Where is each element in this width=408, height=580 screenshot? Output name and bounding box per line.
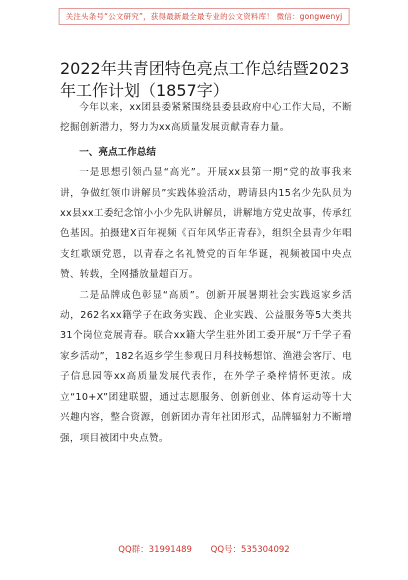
intro-paragraph: 今年以来，xx团县委紧紧围绕县委县政府中心工作大局，不断挖掘创新潜力，努力为xx高质量发展贡献青春力量。: [60, 102, 352, 134]
qq-group-number: QQ群：31991489: [118, 545, 192, 555]
contact-footer: [0, 543, 408, 555]
qq-account-number: QQ号：535304092: [210, 545, 290, 555]
document-body: [60, 98, 352, 449]
paragraph-ideology: 一是思想引领凸显“高光”。开展xx县第一期“党的故事我来讲，争做红领巾讲解员”实践体验活动，聘请县内15名少先队员为xx县xx工委纪念馆小小少先队讲解员，讲解地方党史故事，传承红色基因。拍摄建X百年视频《百年风华正青春》，组织全县青少年唱支红歌颂党恩，以青春之名礼赞党的百年华诞，视频被国中央点赞、转载，全网播放量超百万。: [60, 167, 352, 281]
section-heading: 一、亮点工作总结: [79, 146, 156, 158]
paragraph-brand: 二是品牌成色彰显“高质”。创新开展暑期社会实践返家乡活动，262名xx籍学子在政务实践、企业实践、公益服务等5大类共31个岗位竞展青春。联合xx籍大学生驻外团工委开展“万千学子看家乡活动”，182名返乡学生参观日月科技畅想馆、渔港会客厅、电子信息园等xx高质量发展代表作，在外学子桑梓情怀更浓。成立“10+X”团建联盟，通过志愿服务、创新创业、体育运动等十大兴趣内容，整合资源，创新团办青年社团形式，品牌辐射力不断增强，项目被团中央点赞。: [60, 289, 352, 444]
document-title: 2022年共青团特色亮点工作总结暨2023年工作计划（1857字）: [60, 59, 350, 100]
promo-banner: 关注头条号“公文研究”，获得最新最全最专业的公文资料库！ 微信：gongwenyj: [59, 8, 350, 25]
